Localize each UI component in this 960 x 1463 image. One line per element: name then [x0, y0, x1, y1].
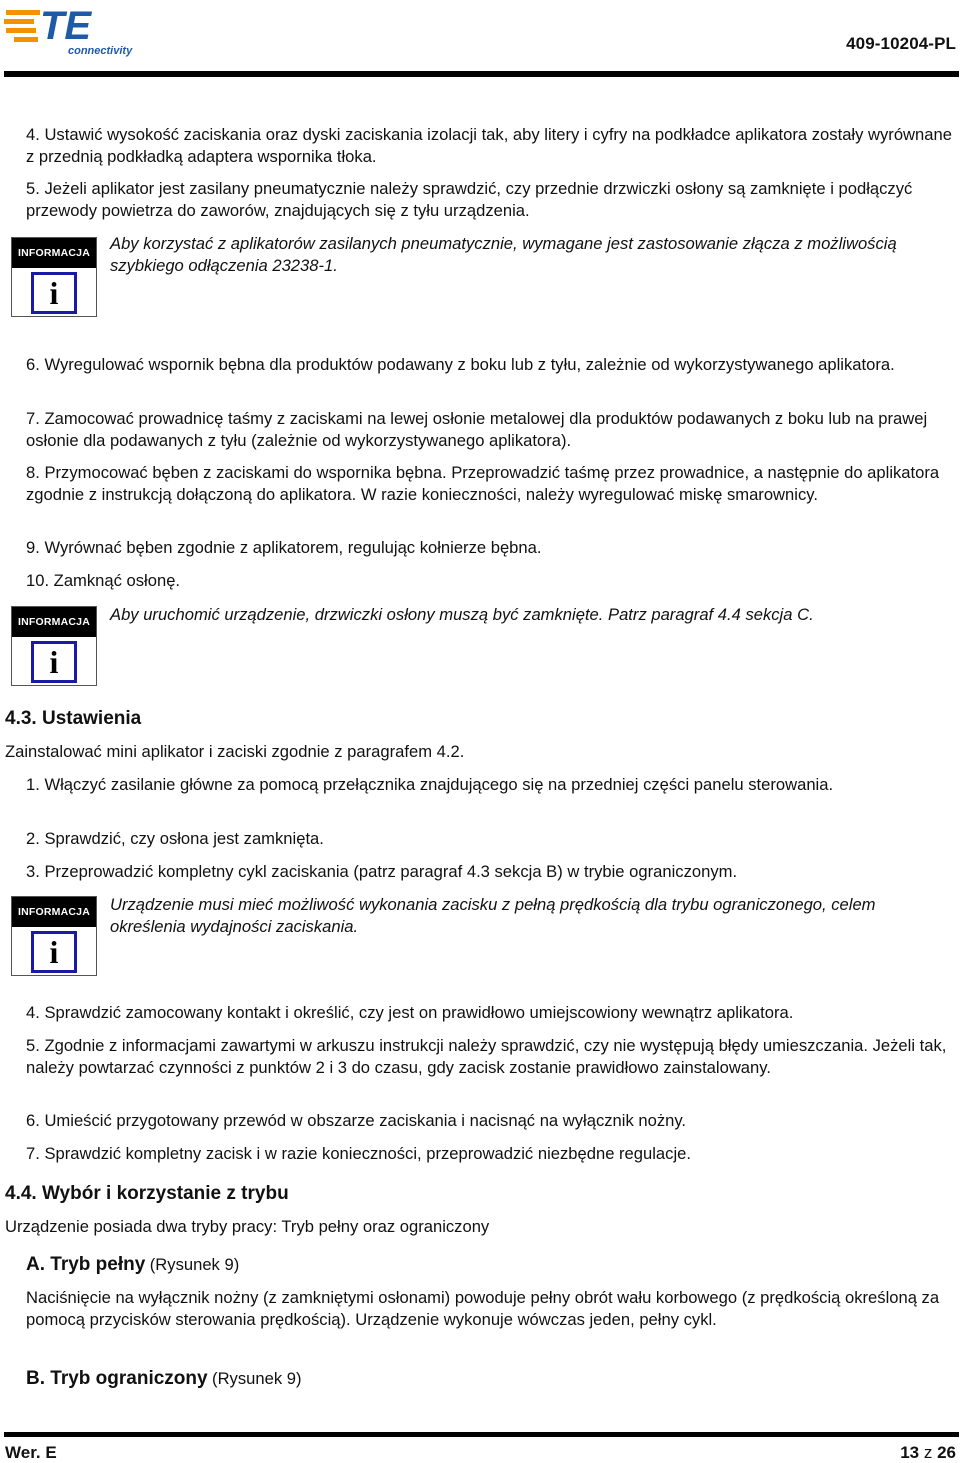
setup-step-7: 7. Sprawdzić kompletny zacisk i w razie konieczności, przeprowadzić niezbędne regulacje. [26, 1144, 691, 1163]
step-9-align-reel: 9. Wyrównać bęben zgodnie z aplikatorem, regulując kołnierze bębna. [26, 538, 542, 557]
step-5-pneumatic: 5. Jeżeli aplikator jest zasilany pneumatycznie należy sprawdzić, czy przednie drzwiczki osłony są zamknięte i podłączyć przewody powietrza do zaworów, znajdujących się z tyłu urządzenia. [26, 179, 913, 220]
mode-a-title: A. Tryb pełny [26, 1254, 146, 1275]
step-10-close-guard: 10. Zamknąć osłonę. [26, 571, 181, 590]
mode-a-heading [26, 1254, 239, 1276]
section-4-4-heading: 4.4. Wybór i korzystanie z trybu [5, 1183, 289, 1204]
mode-b-heading [26, 1368, 302, 1390]
step-7-strip-guide: 7. Zamocować prowadnicę taśmy z zaciskami na lewej osłonie metalowej dla produktów podawanych z boku lub na prawej osłonie dla podawanych z tyłu (zależnie od wykorzystywanego aplikatora). [26, 409, 928, 450]
page-total: 26 [937, 1443, 956, 1462]
section-4-3-intro: Zainstalować mini aplikator i zaciski zgodnie z paragrafem 4.2. [5, 742, 465, 761]
mode-b-figure-ref: (Rysunek 9) [212, 1369, 302, 1388]
info-icon: i [31, 641, 77, 683]
setup-step-1: 1. Włączyć zasilanie główne za pomocą przełącznika znajdującego się na przedniej części panelu sterowania. [26, 775, 834, 794]
info-label: INFORMACJA [12, 607, 96, 637]
setup-step-5: 5. Zgodnie z informacjami zawartymi w arkuszu instrukcji należy sprawdzić, czy nie występują błędy umieszczania. Jeżeli tak, należy powtarzać czynności z punktów 2 i 3 do czasu, gdy zacisk zostanie prawidłowo zainstalowany. [26, 1036, 947, 1077]
setup-step-2: 2. Sprawdzić, czy osłona jest zamknięta. [26, 829, 324, 848]
info-label: INFORMACJA [12, 897, 96, 927]
setup-step-4: 4. Sprawdzić zamocowany kontakt i określić, czy jest on prawidłowo umiejscowiony wewnątrz aplikatora. [26, 1003, 794, 1022]
revision-label: Wer. E [5, 1443, 57, 1462]
info-box [11, 606, 97, 686]
step-8-reel-mount: 8. Przymocować bęben z zaciskami do wspornika bębna. Przeprowadzić taśmę przez prowadnice, a następnie do aplikatora zgodnie z instrukcją dołączoną do aplikatora. W razie konieczności, należy wyregulować miskę smarownicy. [26, 463, 940, 504]
setup-step-6: 6. Umieścić przygotowany przewód w obszarze zaciskania i nacisnąć na wyłącznik nożny. [26, 1111, 687, 1130]
page-number [900, 1443, 956, 1463]
info-icon: i [31, 272, 77, 314]
header-rule [4, 71, 959, 77]
section-4-4-intro: Urządzenie posiada dwa tryby pracy: Tryb pełny oraz ograniczony [5, 1217, 490, 1236]
page-separator: z [923, 1443, 933, 1462]
note-full-speed: Urządzenie musi mieć możliwość wykonania zacisku z pełną prędkością dla trybu ograniczonego, celem określenia wydajności zaciskania. [110, 895, 876, 936]
step-4-crimp-height: 4. Ustawić wysokość zaciskania oraz dyski zaciskania izolacji tak, aby litery i cyfry na podkładce aplikatora zostały wyrównane z przednią podkładką adaptera wspornika tłoka. [26, 125, 952, 166]
info-box [11, 237, 97, 317]
mode-a-description: Naciśnięcie na wyłącznik nożny (z zamkniętymi osłonami) powoduje pełny obrót wału korbowego (z prędkością określoną za pomocą przycisków sterowania prędkością). Urządzenie wykonuje wówczas jeden, pełny cykl. [26, 1288, 940, 1329]
step-6-reel-support: 6. Wyregulować wspornik bębna dla produktów podawany z boku lub z tyłu, zależnie od wykorzystywanego aplikatora. [26, 355, 895, 374]
info-icon: i [31, 931, 77, 973]
note-pneumatic-connector: Aby korzystać z aplikatorów zasilanych pneumatycznie, wymagane jest zastosowanie złącza z możliwością szybkiego odłączenia 23238-1. [110, 234, 897, 275]
section-4-3-heading: 4.3. Ustawienia [5, 708, 142, 729]
svg-text:TE: TE [40, 4, 92, 48]
svg-text:connectivity: connectivity [68, 45, 133, 57]
info-box [11, 896, 97, 976]
mode-b-title: B. Tryb ograniczony [26, 1368, 208, 1389]
setup-step-3: 3. Przeprowadzić kompletny cykl zaciskania (patrz paragraf 4.3 sekcja B) w trybie ograniczonym. [26, 862, 738, 881]
footer-rule [4, 1432, 959, 1437]
info-label: INFORMACJA [12, 238, 96, 268]
document-number: 409-10204-PL [846, 34, 956, 53]
page-current: 13 [900, 1443, 920, 1462]
note-guard-closed: Aby uruchomić urządzenie, drzwiczki osłony muszą być zamknięte. Patrz paragraf 4.4 sekcja C. [110, 605, 814, 624]
te-connectivity-logo [4, 2, 144, 58]
mode-a-figure-ref: (Rysunek 9) [149, 1255, 240, 1274]
